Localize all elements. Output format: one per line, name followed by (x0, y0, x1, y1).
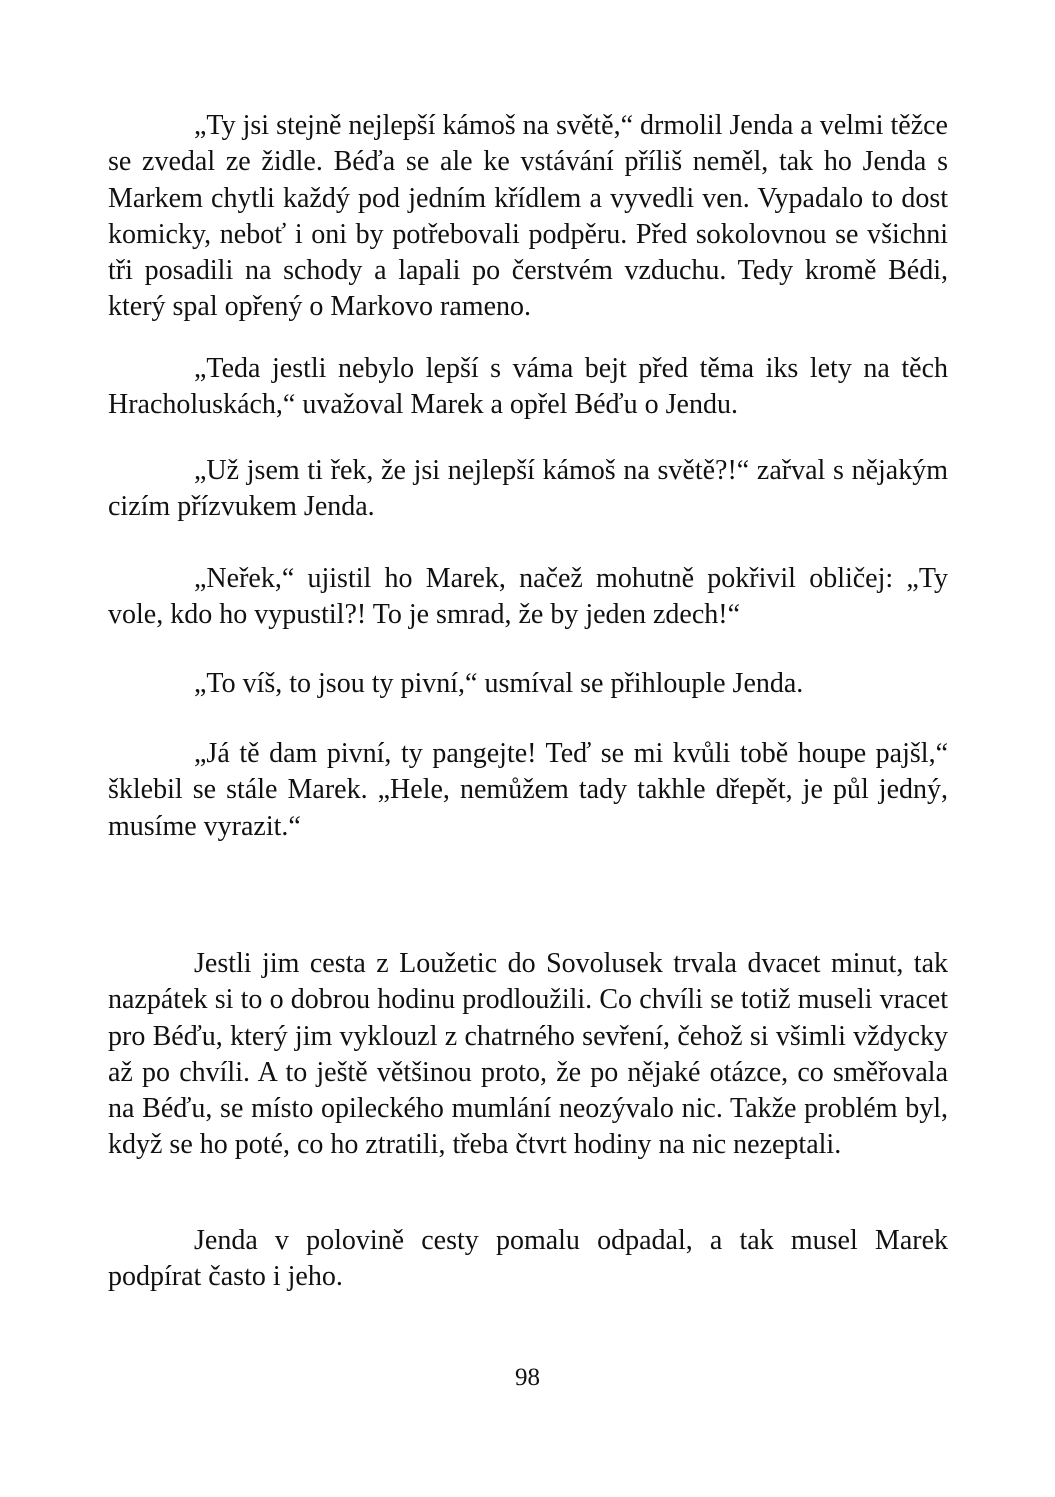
paragraph-6: „Já tě dam pivní, ty pangejte! Teď se mi kvůli tobě houpe pajšl,“ šklebil se stále Marek. „Hele, nemůžem tady takhle dřepět, je půl jedný, musíme vyrazit.“ (108, 738, 948, 842)
paragraph-3: „Už jsem ti řek, že jsi nejlepší kámoš na světě?!“ zařval s nějakým cizím přízvukem Jenda. (108, 455, 948, 523)
paragraph-4: „Neřek,“ ujistil ho Marek, načež mohutně pokřivil obličej: „Ty vole, kdo ho vypustil?! To je smrad, že by jeden zdech!“ (108, 563, 948, 631)
paragraph-7: Jestli jim cesta z Loužetic do Sovolusek trvala dvacet minut, tak nazpátek si to o dobrou hodinu prodloužili. Co chvíli se totiž museli vracet pro Béďu, který jim vyklouzl z chatrného sevření, čehož si všimli vždycky až po chvíli. A to ještě většinou proto, že po nějaké otázce, co směřovala na Béďu, se místo opileckého mumlání neozývalo nic. Takže problém byl, když se ho poté, co ho ztratili, třeba čtvrt hodiny na nic nezeptali. (108, 948, 948, 1161)
paragraph-5: „To víš, to jsou ty pivní,“ usmíval se přihlouple Jenda. (194, 668, 804, 699)
paragraph-8: Jenda v polovině cesty pomalu odpadal, a tak musel Marek podpírat často i jeho. (108, 1225, 948, 1293)
page-number: 98 (515, 1364, 540, 1391)
paragraph-1: „Ty jsi stejně nejlepší kámoš na světě,“ drmolil Jenda a velmi těžce se zvedal ze židle. Béďa se ale ke vstávání příliš neměl, tak ho Jenda s Markem chytli každý pod jedním křídlem a vyvedli ven. Vypadalo to dost komicky, neboť i oni by potřebovali podpěru. Před sokolovnou se všichni tři posadili na schody a lapali po čerstvém vzduchu. Tedy kromě Bédi, který spal opřený o Markovo rameno. (108, 110, 948, 323)
paragraph-2: „Teda jestli nebylo lepší s váma bejt před těma iks lety na těch Hracholuskách,“ uvažoval Marek a opřel Béďu o Jendu. (108, 353, 948, 421)
